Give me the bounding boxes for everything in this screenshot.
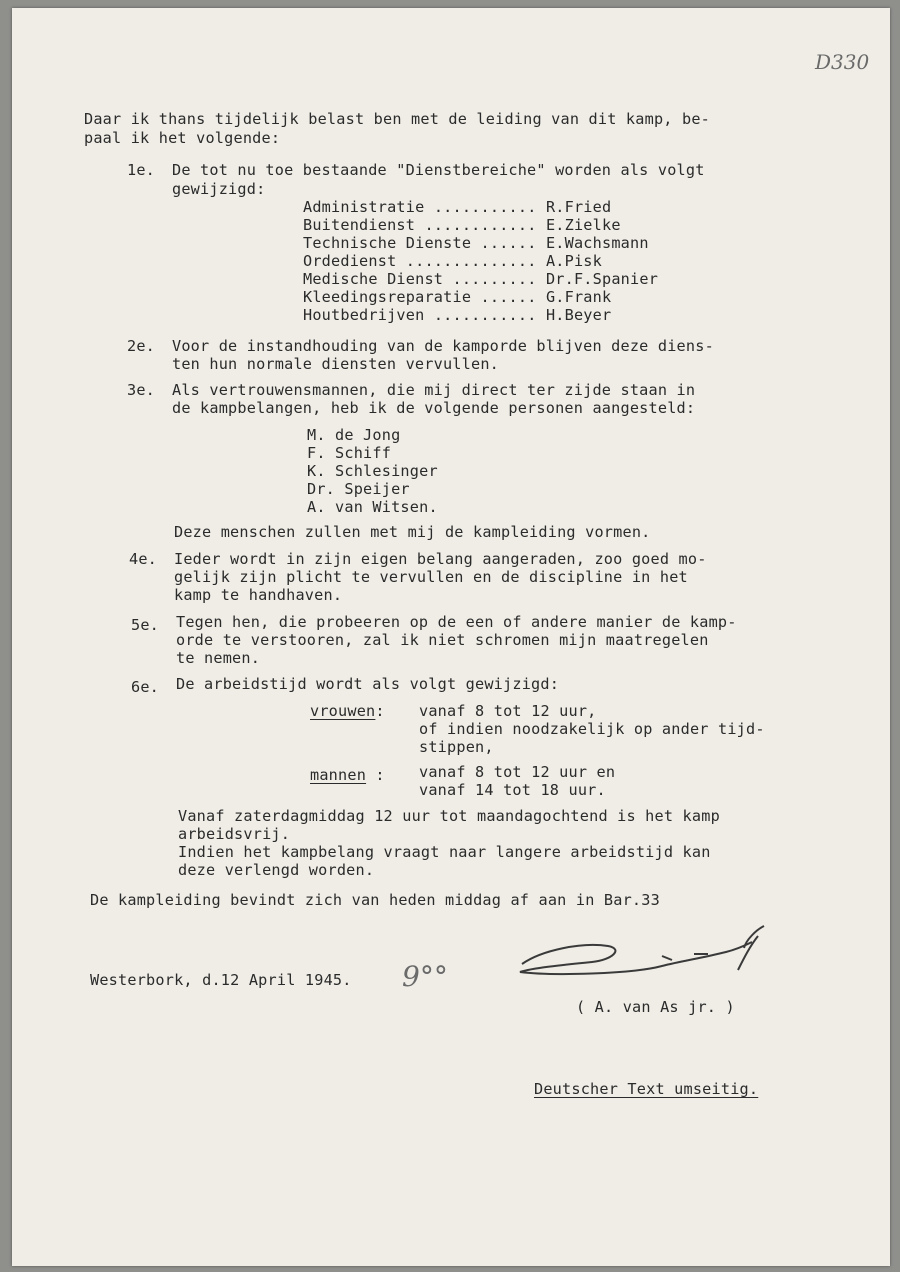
- item-1-number: 1e.: [127, 161, 156, 179]
- item-3-line-1: Als vertrouwensmannen, die mij direct ter zijde staan in: [172, 381, 696, 399]
- trustee-name: F. Schiff: [307, 444, 392, 462]
- women-hours-line-2: of indien noodzakelijk op ander tijd-: [419, 720, 765, 738]
- department-head: Dr.F.Spanier: [545, 270, 659, 288]
- trustee-name: A. van Witsen.: [307, 498, 438, 516]
- trustee-name: Dr. Speijer: [307, 480, 410, 498]
- trustee-name: K. Schlesinger: [307, 462, 438, 480]
- department-row: [303, 288, 611, 306]
- item-4-line-1: Ieder wordt in zijn eigen belang aangeraden, zoo goed mo-: [174, 550, 707, 568]
- department-row: [303, 306, 611, 324]
- department-name: Administratie: [303, 198, 425, 216]
- date-line: Westerbork, d.12 April 1945.: [90, 971, 352, 989]
- item-4-number: 4e.: [129, 550, 158, 568]
- item-6-number: 6e.: [131, 678, 160, 696]
- department-name: Medische Dienst: [303, 270, 444, 288]
- item-4-line-2: gelijk zijn plicht te vervullen en de discipline in het: [174, 568, 688, 586]
- leader-dots: .........: [452, 270, 537, 288]
- men-label-row: [310, 766, 385, 784]
- men-hours-line-1: vanaf 8 tot 12 uur en: [419, 763, 616, 781]
- department-head: E.Zielke: [545, 216, 621, 234]
- archive-mark: D330: [815, 50, 870, 74]
- item-3-line-2: de kampbelangen, heb ik de volgende personen aangesteld:: [172, 399, 696, 417]
- women-label-row: [310, 702, 385, 720]
- women-label: vrouwen: [310, 702, 376, 720]
- department-row: [303, 198, 611, 216]
- leader-dots: ......: [480, 288, 537, 306]
- leader-dots: ......: [480, 234, 537, 252]
- item-3-closing: Deze menschen zullen met mij de kampleiding vormen.: [174, 523, 651, 541]
- department-name: Ordedienst: [303, 252, 397, 270]
- item-2-line-1: Voor de instandhouding van de kamporde blijven deze diens-: [172, 337, 714, 355]
- handwritten-time: 9°°: [402, 960, 448, 993]
- department-name: Buitendienst: [303, 216, 416, 234]
- item-5-number: 5e.: [131, 616, 160, 634]
- item-5-line-1: Tegen hen, die probeeren op de een of andere manier de kamp-: [176, 613, 737, 631]
- working-hours-note-1: Vanaf zaterdagmiddag 12 uur tot maandagochtend is het kamp: [178, 807, 720, 825]
- footer-note: Deutscher Text umseitig.: [534, 1080, 759, 1098]
- men-colon: :: [366, 766, 385, 784]
- leader-dots: ...........: [433, 198, 537, 216]
- trustee-name: M. de Jong: [307, 426, 401, 444]
- department-row: [303, 270, 658, 288]
- intro-line-1: Daar ik thans tijdelijk belast ben met de leiding van dit kamp, be-: [84, 110, 711, 128]
- item-5-line-3: te nemen.: [176, 649, 261, 667]
- department-head: R.Fried: [545, 198, 612, 216]
- document-page: [12, 8, 890, 1266]
- item-5-line-2: orde te verstooren, zal ik niet schromen mijn maatregelen: [176, 631, 709, 649]
- department-name: Technische Dienste: [303, 234, 472, 252]
- leader-dots: ..............: [405, 252, 537, 270]
- signature: [512, 920, 782, 990]
- department-head: G.Frank: [545, 288, 612, 306]
- item-4-line-3: kamp te handhaven.: [174, 586, 343, 604]
- item-3-number: 3e.: [127, 381, 156, 399]
- department-name: Kleedingsreparatie: [303, 288, 472, 306]
- item-1-line-1: De tot nu toe bestaande "Dienstbereiche" worden als volgt: [172, 161, 705, 179]
- department-row: [303, 252, 602, 270]
- women-colon: :: [375, 702, 385, 720]
- men-hours-line-2: vanaf 14 tot 18 uur.: [419, 781, 606, 799]
- department-name: Houtbedrijven: [303, 306, 425, 324]
- working-hours-note-2: arbeidsvrij.: [178, 825, 291, 843]
- working-hours-note-4: deze verlengd worden.: [178, 861, 375, 879]
- women-hours-line-1: vanaf 8 tot 12 uur,: [419, 702, 597, 720]
- department-head: E.Wachsmann: [545, 234, 649, 252]
- women-hours-line-3: stippen,: [419, 738, 494, 756]
- leader-dots: ...........: [433, 306, 537, 324]
- signatory-name: ( A. van As jr. ): [576, 998, 735, 1016]
- item-6-line-1: De arbeidstijd wordt als volgt gewijzigd:: [176, 675, 560, 693]
- leader-dots: ............: [424, 216, 537, 234]
- location-line: De kampleiding bevindt zich van heden middag af aan in Bar.33: [90, 891, 660, 909]
- item-1-line-2: gewijzigd:: [172, 180, 266, 198]
- department-head: A.Pisk: [545, 252, 602, 270]
- men-label: mannen: [310, 766, 367, 784]
- item-2-number: 2e.: [127, 337, 156, 355]
- item-2-line-2: ten hun normale diensten vervullen.: [172, 355, 500, 373]
- department-row: [303, 234, 649, 252]
- department-head: H.Beyer: [545, 306, 612, 324]
- working-hours-note-3: Indien het kampbelang vraagt naar langere arbeidstijd kan: [178, 843, 711, 861]
- intro-line-2: paal ik het volgende:: [84, 129, 281, 147]
- department-row: [303, 216, 621, 234]
